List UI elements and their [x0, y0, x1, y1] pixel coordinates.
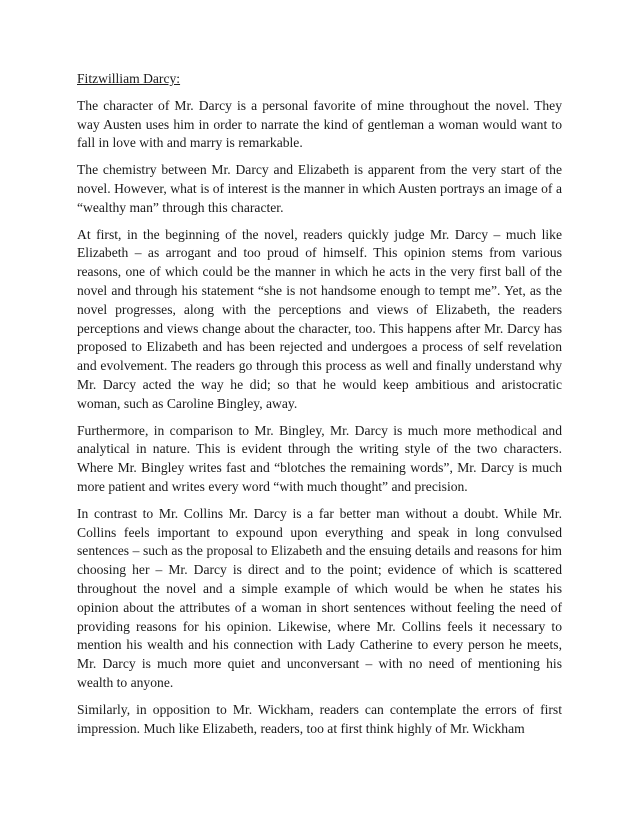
- document-page: [77, 70, 562, 746]
- paragraph-first-impression: At first, in the beginning of the novel, readers quickly judge Mr. Darcy – much like Elizabeth – as arrogant and too proud of himself. This opinion stems from various reasons, one of which could be the manner in which he acts in the very first ball of the novel and through his statement “she is not handsome enough to tempt me”. Yet, as the novel progresses, along with the perceptions and views of Elizabeth, the readers perceptions and views change about the character, too. This happens after Mr. Darcy has proposed to Elizabeth and has been rejected and undergoes a process of self revelation and evolvement. The readers go through this process as well and finally understand why Mr. Darcy acted the way he did; so that he would keep ambitious and aristocratic woman, such as Caroline Bingley, away.: [77, 226, 562, 411]
- paragraph-bingley-comparison: Furthermore, in comparison to Mr. Bingley, Mr. Darcy is much more methodical and analytical in nature. This is evident through the writing style of the two characters. Where Mr. Bingley writes fast and “blotches the remaining words”, Mr. Darcy is much more patient and writes every word “with much thought” and precision.: [77, 422, 562, 494]
- paragraph-intro: The character of Mr. Darcy is a personal favorite of mine throughout the novel. They way Austen uses him in order to narrate the kind of gentleman a woman would want to fall in love with and marry is remarkable.: [77, 97, 562, 151]
- paragraph-wickham-opposition: Similarly, in opposition to Mr. Wickham, readers can contemplate the errors of first impression. Much like Elizabeth, readers, too at first think highly of Mr. Wickham: [77, 701, 562, 736]
- paragraph-chemistry: The chemistry between Mr. Darcy and Elizabeth is apparent from the very start of the novel. However, what is of interest is the manner in which Austen portrays an image of a “wealthy man” through this character.: [77, 162, 562, 215]
- section-heading: Fitzwilliam Darcy:: [77, 71, 181, 86]
- paragraph-collins-contrast: In contrast to Mr. Collins Mr. Darcy is a far better man without a doubt. While Mr. Collins feels important to expound upon everything and speak in long convulsed sentences – such as the proposal to Elizabeth and the ensuing details and reasons for him choosing her – Mr. Darcy is direct and to the point; evidence of which is scattered throughout the novel and a simple example of which would be when he states his opinion about the attributes of a woman in short sentences without feeling the need of providing reasons for his opinion. Likewise, where Mr. Collins feels it necessary to mention his wealth and his connection with Lady Catherine to every person he meets, Mr. Darcy is much more quiet and unconversant – with no need of mentioning his wealth to anyone.: [77, 505, 562, 690]
